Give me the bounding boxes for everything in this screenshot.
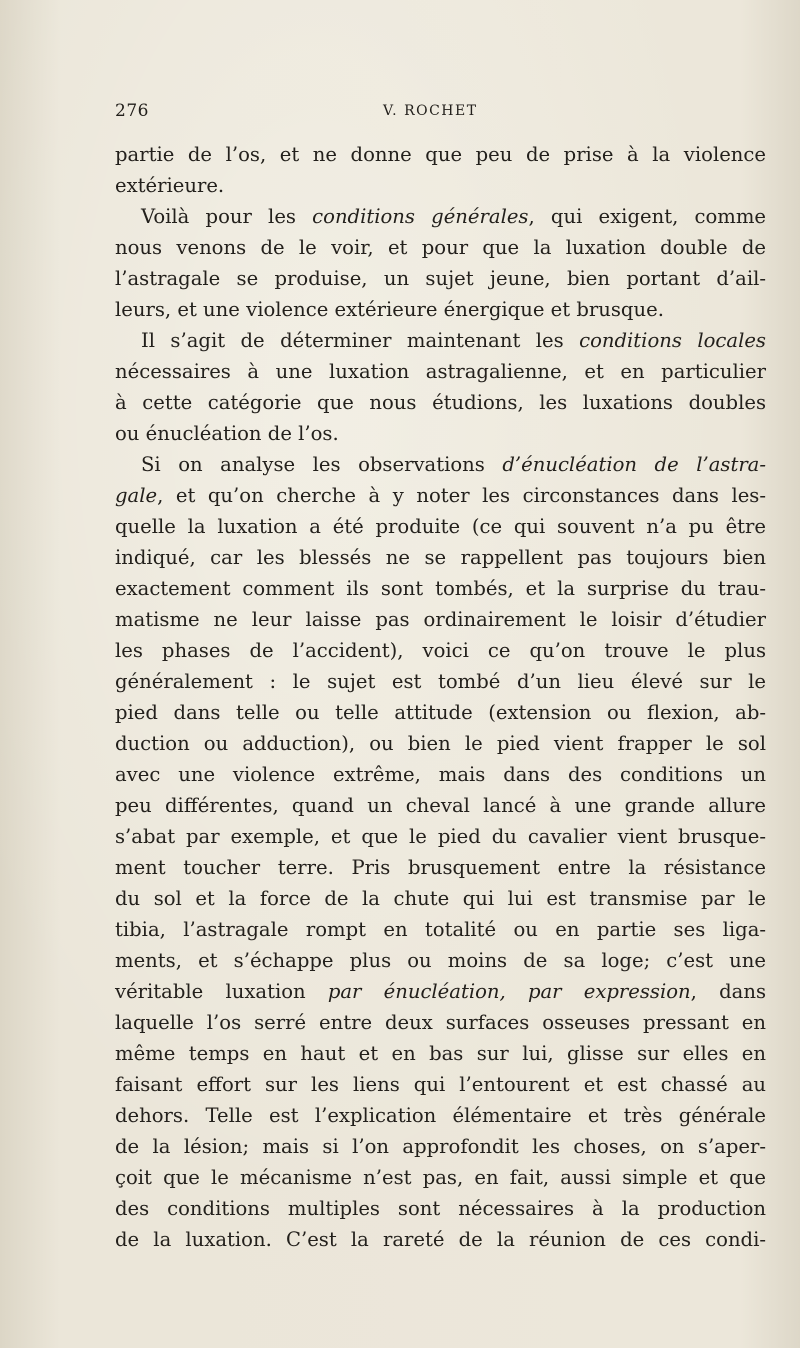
italic-text: gale (115, 484, 158, 507)
text-line (115, 449, 766, 480)
text-line (115, 976, 766, 1007)
running-head-author: V. ROCHET (383, 103, 478, 119)
text-line (115, 1131, 766, 1162)
text-line (115, 790, 766, 821)
text-line (115, 759, 766, 790)
text-line (115, 387, 766, 418)
italic-text: d’énucléation de l’astra- (502, 453, 766, 476)
text-line (115, 821, 766, 852)
text-run: , et qu’on cherche à y noter les circonstances dans les- (157, 484, 766, 507)
text-line (115, 883, 766, 914)
text-run: extérieure. (115, 174, 225, 197)
text-line (115, 511, 766, 542)
text-run: Il s’agit de déterminer maintenant les (141, 329, 580, 352)
text-line (115, 139, 766, 170)
body-text (115, 139, 766, 1255)
text-run: partie de l’os, et ne donne que peu de prise à la violence (115, 143, 766, 166)
text-line (115, 294, 766, 325)
text-line (115, 418, 766, 449)
text-line (115, 1224, 766, 1255)
text-run: de la luxation. C’est la rareté de la réunion de ces condi- (115, 1228, 766, 1251)
text-run: indiqué, car les blessés ne se rappellent pas toujours bien (115, 546, 766, 569)
text-line (115, 1038, 766, 1069)
text-run: ment toucher terre. Pris brusquement entre la résistance (115, 856, 766, 879)
text-run: çoit que le mécanisme n’est pas, en fait, aussi simple et que (115, 1166, 766, 1189)
text-run: du sol et la force de la chute qui lui est transmise par le (115, 887, 766, 910)
text-run: généralement : le sujet est tombé d’un lieu élevé sur le (115, 670, 766, 693)
text-run: s’abat par exemple, et que le pied du cavalier vient brusque- (115, 825, 766, 848)
text-run: Si on analyse les observations (141, 453, 503, 476)
text-run: quelle la luxation a été produite (ce qui souvent n’a pu être (115, 515, 766, 538)
text-run: peu différentes, quand un cheval lancé à une grande allure (115, 794, 766, 817)
text-run: avec une violence extrême, mais dans des conditions un (115, 763, 766, 786)
text-run: les phases de l’accident), voici ce qu’on trouve le plus (115, 639, 766, 662)
text-run: , qui exigent, comme (528, 205, 767, 228)
text-run: dehors. Telle est l’explication élémentaire et très générale (115, 1104, 766, 1127)
text-line (115, 325, 766, 356)
text-line (115, 263, 766, 294)
text-run: leurs, et une violence extérieure énergique et brusque. (115, 298, 664, 321)
italic-text: conditions générales (312, 205, 529, 228)
text-run: véritable luxation (115, 980, 328, 1003)
text-run: ou énucléation de l’os. (115, 422, 339, 445)
italic-text: conditions locales (579, 329, 766, 352)
text-line (115, 635, 766, 666)
text-line (115, 232, 766, 263)
text-run: laquelle l’os serré entre deux surfaces osseuses pressant en (115, 1011, 766, 1034)
text-run: à cette catégorie que nous étudions, les luxations doubles (115, 391, 766, 414)
text-run: des conditions multiples sont nécessaires à la production (115, 1197, 766, 1220)
text-run: ments, et s’échappe plus ou moins de sa loge; c’est une (115, 949, 766, 972)
text-line (115, 1193, 766, 1224)
italic-text: par énucléation, par expression (327, 980, 691, 1003)
text-line (115, 914, 766, 945)
text-line (115, 1007, 766, 1038)
text-run: faisant effort sur les liens qui l’entourent et est chassé au (115, 1073, 766, 1096)
text-run: duction ou adduction), ou bien le pied vient frapper le sol (115, 732, 766, 755)
text-line (115, 1069, 766, 1100)
running-head (115, 101, 755, 125)
text-line (115, 573, 766, 604)
text-run: matisme ne leur laisse pas ordinairement le loisir d’étudier (115, 608, 766, 631)
text-run: pied dans telle ou telle attitude (extension ou flexion, ab- (115, 701, 766, 724)
text-run: nous venons de le voir, et pour que la luxation double de (115, 236, 766, 259)
text-run: tibia, l’astragale rompt en totalité ou en partie ses liga- (115, 918, 766, 941)
text-line (115, 852, 766, 883)
page-number: 276 (115, 101, 149, 121)
text-line (115, 604, 766, 635)
text-line (115, 542, 766, 573)
text-run: exactement comment ils sont tombés, et la surprise du trau- (115, 577, 766, 600)
text-line (115, 356, 766, 387)
text-run: nécessaires à une luxation astragalienne, et en particulier (115, 360, 766, 383)
text-run: , dans (690, 980, 766, 1003)
text-run: Voilà pour les (141, 205, 313, 228)
text-run: l’astragale se produise, un sujet jeune, bien portant d’ail- (115, 267, 766, 290)
text-line (115, 1100, 766, 1131)
text-line (115, 1162, 766, 1193)
text-line (115, 945, 766, 976)
text-line (115, 170, 766, 201)
text-run: même temps en haut et en bas sur lui, glisse sur elles en (115, 1042, 766, 1065)
text-line (115, 666, 766, 697)
text-line (115, 697, 766, 728)
text-line (115, 480, 766, 511)
text-line (115, 201, 766, 232)
text-line (115, 728, 766, 759)
text-run: de la lésion; mais si l’on approfondit les choses, on s’aper- (115, 1135, 766, 1158)
